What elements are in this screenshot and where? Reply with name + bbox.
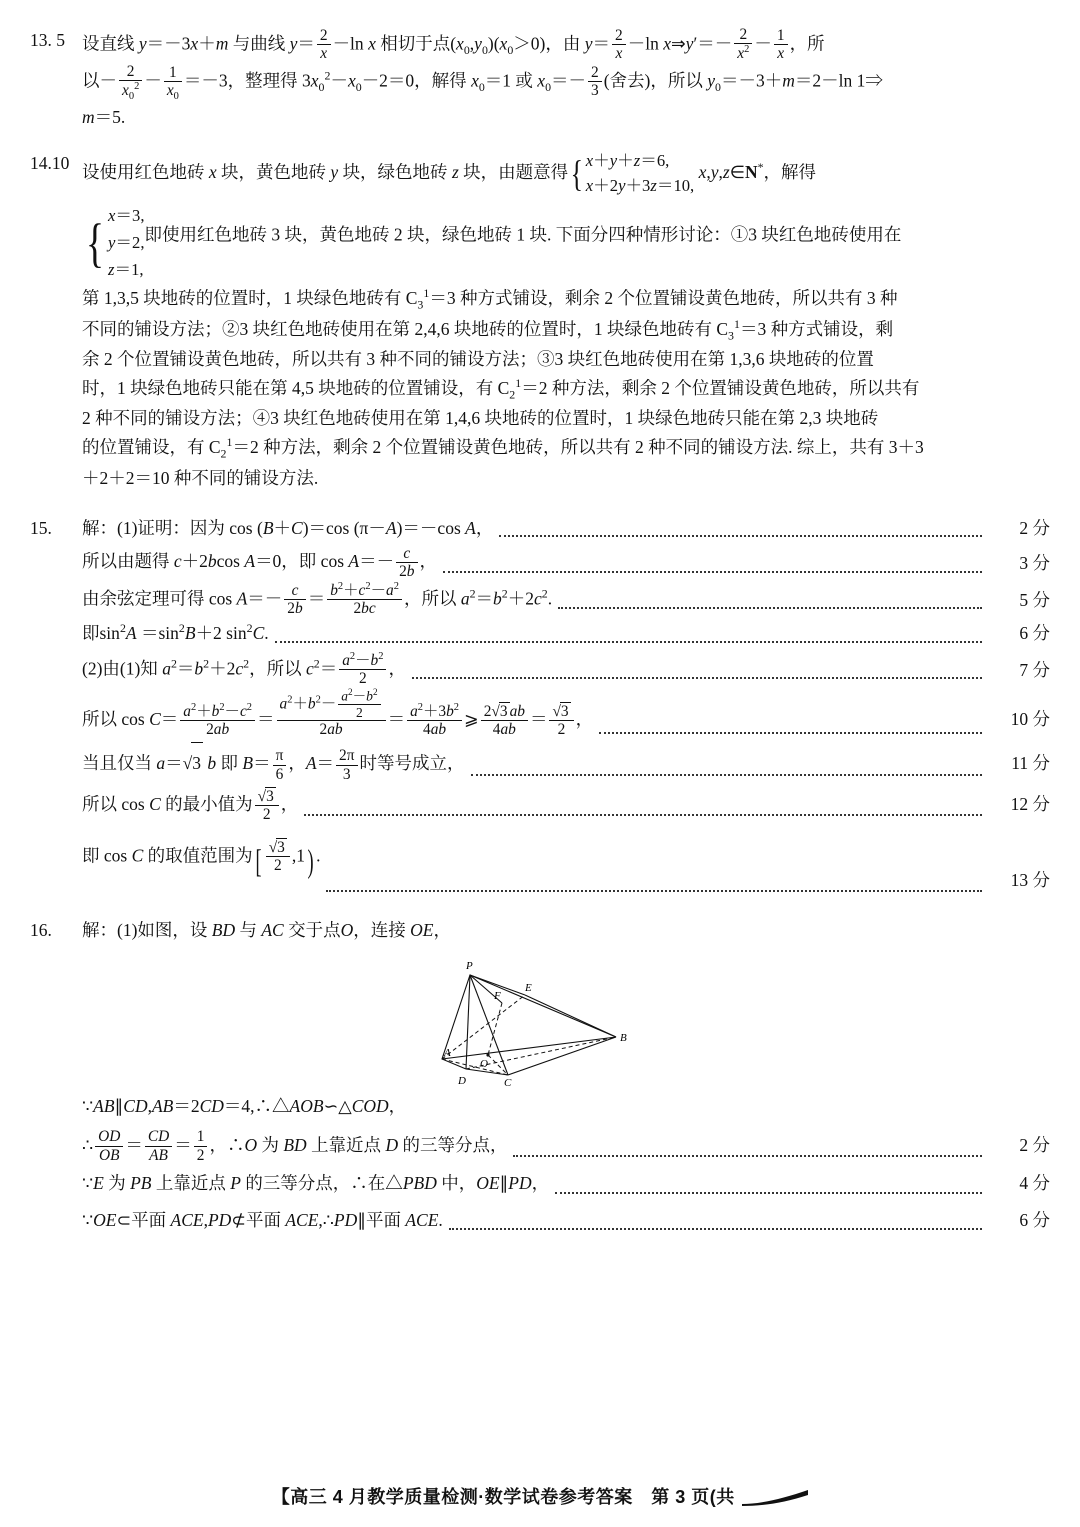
- score-label: 7 分: [1019, 659, 1050, 680]
- score-label: 12 分: [1010, 793, 1050, 814]
- item-14-line-2: { x＝3, y＝2, z＝1, 即使用红色地砖 3 块，黄色地砖 2 块，绿色地砖 1 块. 下面分四种情形讨论：①3 块红色地砖使用在: [85, 206, 902, 279]
- item-15-row-1: 15. 解：(1)证明：因为 cos (B＋C)＝cos (π－A)＝－cos A， 2 分: [30, 512, 1050, 545]
- dot-leader: [513, 1154, 982, 1157]
- item-14-line-3: 第 1,3,5 块地砖的位置时，1 块绿色地砖有 $C_3^1=3$ 种方式铺设，剩余 2 个位置铺设黄色地砖，所以共有 3 种: [82, 285, 898, 312]
- geometry-figure: [30, 951, 1050, 1086]
- item-14-line-9: ＋2＋2＝10 种不同的铺设方法.: [82, 467, 319, 488]
- label-E: E: [525, 981, 532, 994]
- score-label: 2 分: [1019, 1134, 1050, 1155]
- item-16-row-4: ∵OE⊂平面 ACE,PD⊄平面 ACE,∴PD∥平面 ACE. 6 分: [82, 1202, 1050, 1239]
- label-O: O: [480, 1057, 488, 1070]
- item-13-line-2: 以－ $\frac{2}{x_0^2}$ － $\frac{1}{x_0}$ ＝－3，整理得 $3x_0^2-x_0-2=0$，解得 $x_0=1$ 或 $x_0=-$ $\frac{2}{3}$ (舍去)，所以 $y_0=-3+m=2-\ln$ 1⇒: [82, 62, 883, 103]
- item-14-line-5: 余 2 个位置铺设黄色地砖，所以共有 3 种不同的铺设方法；③3 块红色地砖使用在第 1,3,6 块地砖的位置: [82, 349, 874, 370]
- footer-swoosh-decoration: [742, 1490, 808, 1506]
- item-16-intro: 16. 解：(1)如图，设 BD 与 AC 交于点O，连接 OE，: [30, 916, 1050, 944]
- item-15-row-6: 所以 cos C＝ $\frac{a^2+b^2-c^2}{2ab}$ ＝ $a^2+b^2-$ $\frac{a^2-b^2}{2}$ 2ab ＝ $\frac{a^2+3b^2}{4ab}$ ⩾ $\frac{2√3 ab}{4ab}$ ＝ $\frac{√3}{2}$ ， 10 分: [82, 687, 1050, 742]
- score-label: 11 分: [1011, 753, 1050, 774]
- item-16-row-2: ∴ $\frac{OD}{OB}$ ＝ $\frac{CD}{AB}$ ＝ $\frac{1}{2}$ ，∴O 为 BD 上靠近点 D 的三等分点， 2 分: [82, 1125, 1050, 1165]
- label-C: C: [504, 1076, 512, 1086]
- item-14-line-6: 时，1 块绿色地砖只能在第 4,5 块地砖的位置铺设，有 $C_2^1=2$ 种方法，剩余 2 个位置铺设黄色地砖，所以共有: [82, 375, 920, 402]
- label-D: D: [458, 1074, 466, 1086]
- item-15-row-2: 所以由题得 c＋2bcos A＝0，即 cos A＝－ $\frac{c}{2b}$ ， 3 分: [82, 545, 1050, 581]
- label-F: F: [494, 989, 501, 1002]
- dot-leader: [326, 889, 982, 892]
- tetrahedron-diagram: [430, 951, 650, 1086]
- solution-item-13: [30, 26, 1050, 131]
- item-15-row-8: 所以 cos C 的最小值为 $\frac{√3}{2}$ ， 12 分: [82, 784, 1050, 824]
- page-footer: [0, 1483, 1080, 1509]
- item-15-row-5: (2)由(1)知 $a^2=b^2+2c^2$，所以 $c^2=$ $\frac{a^2-b^2}{2}$ ， 7 分: [82, 650, 1050, 687]
- score-label: 13 分: [1010, 870, 1050, 891]
- score-label: 3 分: [1019, 553, 1050, 574]
- dot-leader: [412, 676, 982, 679]
- solution-item-14: [30, 149, 1050, 492]
- score-label: 10 分: [1010, 708, 1050, 729]
- label-B: B: [620, 1031, 627, 1044]
- dot-leader: [449, 1227, 982, 1230]
- item-13-number: 13. 5: [30, 30, 65, 50]
- item-14-line-4: 不同的铺设方法；②3 块红色地砖使用在第 2,4,6 块地砖的位置时，1 块绿色地砖有 $C_3^1=3$ 种方式铺设，剩: [82, 316, 894, 343]
- score-label: 6 分: [1019, 1209, 1050, 1230]
- item-16-row-1: ∵AB∥CD,AB＝2CD＝4,∴△AOB∽△COD，: [82, 1088, 1050, 1125]
- item-14-line-1: 14.10 设使用红色地砖 x 块，黄色地砖 y 块，绿色地砖 z 块，由题意得 { x＋y＋z＝6, x＋2y＋3z＝10, x,y,z∈N*，解得: [30, 151, 817, 196]
- score-label: 5 分: [1019, 590, 1050, 611]
- document-body: [30, 26, 1050, 1248]
- item-15-row-3: 由余弦定理可得 cos A＝－ $\frac{c}{2b}$ ＝ $\frac{b^2+c^2-a^2}{2bc}$ ，所以 $a^2=b^2+2c^2$. 5 分: [82, 580, 1050, 618]
- dot-leader: [499, 534, 982, 537]
- item-16-number: 16.: [30, 920, 52, 941]
- score-label: 4 分: [1019, 1172, 1050, 1193]
- label-A: A: [444, 1046, 451, 1059]
- solution-item-16: [30, 916, 1050, 1238]
- dot-leader: [471, 773, 982, 776]
- score-label: 6 分: [1019, 623, 1050, 644]
- item-14-line-8: 的位置铺设，有 $C_2^1=2$ 种方法，剩余 2 个位置铺设黄色地砖，所以共有 2 种不同的铺设方法. 综上，共有 3＋3: [82, 434, 924, 461]
- item-15-row-7: 当且仅当 a＝√3 b 即 B＝ $\frac{\pi}{6}$ ，A＝ $\frac{2\pi}{3}$ 时等号成立， 11 分: [82, 742, 1050, 783]
- score-label: 2 分: [1019, 517, 1050, 538]
- dot-leader: [304, 813, 982, 816]
- dot-leader: [443, 570, 982, 573]
- footer-text: 【高三 4 月教学质量检测·数学试卷参考答案 第 3 页(共: [271, 1487, 735, 1507]
- dot-leader: [412, 1116, 982, 1117]
- item-15-number: 15.: [30, 517, 52, 538]
- dot-leader: [599, 731, 982, 734]
- solution-item-15: [30, 512, 1050, 900]
- label-P: P: [466, 959, 473, 972]
- item-14-number: 14.10: [30, 153, 70, 174]
- item-16-row-3: ∵E 为 PB 上靠近点 P 的三等分点，∴在△PBD 中，OE∥PD， 4 分: [82, 1165, 1050, 1202]
- item-15-row-4: 即$\sin^2A =\sin^2B+2$ $\sin^2C$. 6 分: [82, 617, 1050, 650]
- item-13-line-1: 13. 5 设直线 y＝－3x＋m 与曲线 y＝ $\frac{2}{x}$ －ln x 相切于点$(x_0,y_0)(x_0>0)$，由 y＝ $\frac{2}{x}$ －ln x⇒y′＝－ $\frac{2}{x^2}$ － $\frac{1}{x}$ ，所: [30, 26, 825, 63]
- dot-leader: [558, 606, 982, 609]
- dot-leader: [275, 640, 982, 643]
- dot-leader: [555, 1191, 982, 1194]
- item-15-row-9: 即 cos C 的取值范围为[ $\frac{√3}{2}$ ,1) . 13 分: [82, 824, 1050, 900]
- item-14-line-7: 2 种不同的铺设方法；④3 块红色地砖使用在第 1,4,6 块地砖的位置时，1 块绿色地砖只能在第 2,3 块地砖: [82, 408, 879, 429]
- item-13-line-3: m＝5.: [82, 106, 126, 127]
